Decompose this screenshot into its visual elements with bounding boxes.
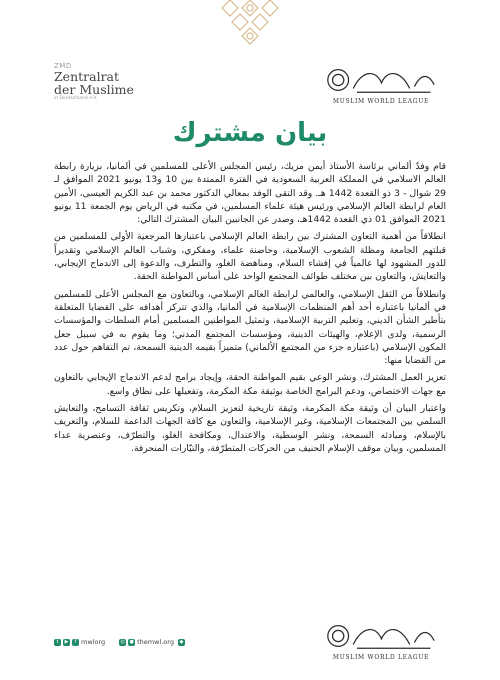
paragraph-intro: قام وفدٌ ألماني برئاسة الأستاذ أيمن مزيك، رئيس المجلس الأعلى للمسلمين في ألمانيا، بزيارة رابطة العالم الاسلامي في المملكة العربية السعودية في الفترة الممتدة بين 10 و13 يونيو 2021 الموافق لـ 29 شوال - 3 ذو القعدة 1442 هـ. وقد التقى الوفد بمعالي الدكتور محمد بن عبد الكريم العيسى، الأمين العام لرابطة العالم الإسلامي ورئيس هيئة علماء المسلمين، في مكتبه في الرياض يوم الجمعة 11 يونيو 2021 الموافق 01 ذي القعدة 1442هـ، وصدر عن الجانبين البيان المشترك التالي:	[54, 161, 446, 226]
snapchat-icon[interactable]: ◆	[179, 638, 184, 645]
zmd-name-line2: der Muslime	[54, 82, 134, 97]
header	[54, 62, 446, 112]
youtube-icon[interactable]: ▶	[64, 638, 69, 645]
twitter-icon[interactable]: t	[54, 639, 61, 646]
paragraph-mecca-document: واعتبار البيان أن وثيقة مكة المكرمة، وثيقة تاريخية لتعزيز السلام، وتكريس ثقافة التسامح، والتعايش السلمي بين المجتمعات الإسلامية، وغير الإسلامية، والتعاون مع كافة الجهات الداعمة للسلام، والتعريف بالإسلام، ومبادئه السمحة، ونشر الوسطية، والاعتدال، ومكافحة الغلو، والتطرّف، وعنصرية عداء المسلمين، وبيان موقف الإسلام الحنيف من الحركات المتطرّفة، والتيّارات المنحرفة.	[54, 403, 446, 454]
page-title: بيان مشترك	[172, 118, 328, 148]
mwl-footer-english-name: MUSLIM WORLD LEAGUE	[332, 654, 430, 661]
zmd-abbr: ZMD	[54, 62, 72, 70]
web-icon[interactable]: ●	[129, 638, 134, 645]
mwl-footer-emblem	[325, 620, 438, 652]
website-link[interactable]: themwl.org	[137, 638, 174, 646]
zmd-logo	[54, 62, 184, 101]
mwl-footer-logo	[316, 620, 446, 661]
mwl-emblem	[325, 64, 438, 96]
mwl-english-name: MUSLIM WORLD LEAGUE	[332, 98, 430, 105]
footer	[54, 620, 446, 672]
social-links	[54, 638, 201, 646]
paragraph-zmd-role: وانطلاقاً من الثقل الإسلامي، والعالمي لرابطة العالم الإسلامي، وبالتعاون مع المجلس الأعلى للمسلمين في ألمانيا باعتباره أحد أهم المنظمات الإسلامية في ألمانيا، والذي تتركز أهدافه على القضايا المتعلقة بتأطير الشأن الديني، وتعليم التربية الإسلامية، وتمثيل المواطنين المسلمين أمام السلطات والمؤسسات الرسمية، ولدى الإعلام، والهيئات الدينية، ومؤسسات المجتمع المدني؛ وما يقوم به في سبيل جعل المكون الإسلامي (باعتباره جزء من المجتمع الألماني) متميزاً بقيمه الدينية السمحة، تم التفاهم حول عدد من القضايا منها:	[54, 288, 446, 367]
mwl-logo	[316, 64, 446, 105]
ornament-pattern	[208, 0, 292, 46]
instagram-icon[interactable]: ◎	[120, 638, 125, 645]
social-handle[interactable]: mwlorg	[81, 638, 106, 646]
paragraph-cooperation: تعزيز العمل المشترك، ونشر الوعي بقيم المواطنة الحقة، وإيجاد برامج لدعم الاندماج الإيجابي بالتعاون مع جهات الاختصاص، ودعم البرامج الخاصة بوثيقة مكة المكرمة، وتفعيلها على نطاق واسع.	[54, 372, 446, 397]
statement-body	[54, 160, 446, 608]
facebook-icon[interactable]: f	[72, 639, 79, 646]
zmd-subtitle: in Deutschland e.V.	[54, 96, 98, 101]
zmd-name-line1: Zentralrat	[54, 69, 120, 84]
paragraph-mwl-role: انطلاقاً من أهمية التعاون المشترك بين رابطة العالم الإسلامي باعتبارها المرجعية الأولى للمسلمين من قبلتهم الجامعة ومظلة الشعوب الإسلامية، وحاضنة علماء، ومفكري، وشباب العالم الإسلامي وتقديراً للدور المشهود لها عالمياً في إفشاء السلام، ومناهضة الغلو، والتطرف، والدعوة إلى الاندماج الإيجابي، والتعايش، والتعاون بين مختلف طوائف المجتمع الواحد على أساس المواطنة الحقة.	[54, 231, 446, 283]
